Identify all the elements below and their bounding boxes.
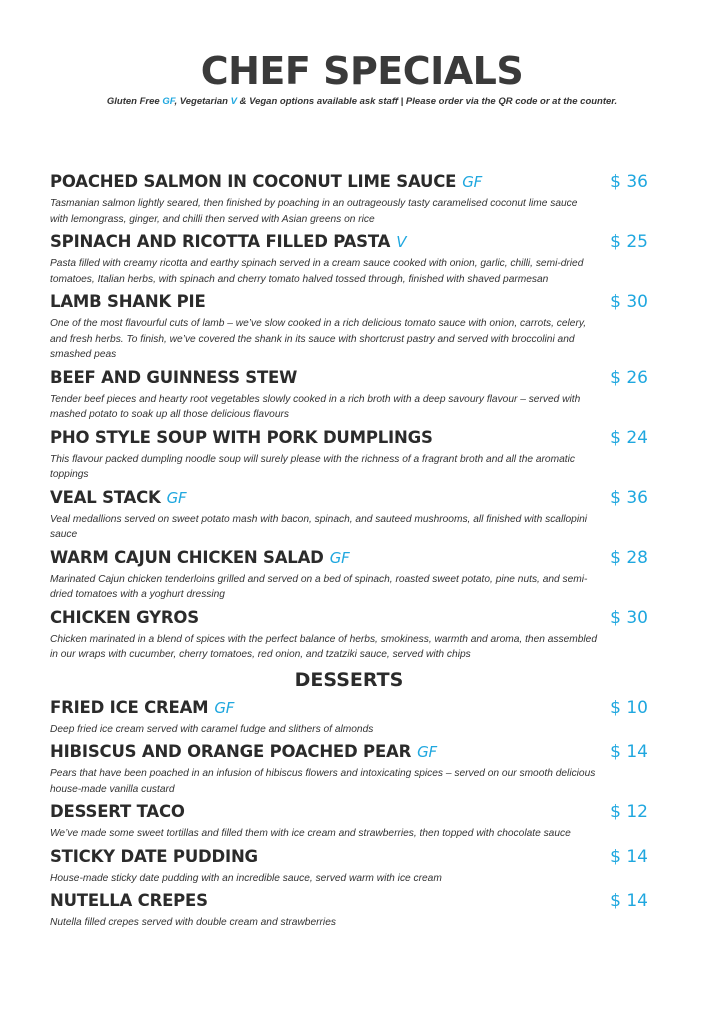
menu-item-price: $ 14 [610,846,648,867]
menu-item-title: NUTELLA CREPES [50,891,208,910]
menu-item-header [50,292,648,316]
menu-item-description: Tender beef pieces and hearty root vegetables slowly cooked in a rich broth with a deep savoury flavour – served with mashed potato to soak up all those delicious flavours [50,393,581,420]
menu-item-header [50,698,648,722]
menu-item [50,232,648,287]
menu-item-price: $ 36 [610,172,648,192]
notice-text-3: & Vegan options available ask staff | Please order via the QR code or at the counter. [236,96,618,107]
dietary-tag: GF [214,698,235,717]
menu-item-title: HIBISCUS AND ORANGE POACHED PEAR [50,742,412,761]
menu-item-price: $ 14 [610,891,648,911]
notice-text-2: , Vegetarian [174,96,231,107]
menu-item [50,548,648,603]
menu-item-price: $ 10 [610,697,648,718]
menu-item [50,802,648,842]
menu-item-title: LAMB SHANK PIE [50,292,206,311]
mains-section [50,172,648,663]
menu-item-header [50,847,648,871]
dietary-tag: GF [462,173,483,191]
menu-list [50,172,648,936]
menu-item-title: STICKY DATE PUDDING [50,846,258,866]
menu-item-description: Deep fried ice cream served with caramel fudge and slithers of almonds [50,723,374,735]
menu-item-description: Marinated Cajun chicken tenderloins grilled and served on a bed of spinach, roasted sweet potato, pine nuts, and semi-dried tomatoes with a yoghurt dressing [50,573,588,600]
menu-item-name [50,368,297,387]
menu-item-name [50,802,185,821]
menu-item-header [50,802,648,826]
menu-item [50,847,648,887]
menu-item [50,368,648,423]
menu-item-header [50,172,648,196]
menu-item-description: One of the most flavourful cuts of lamb – we’ve slow cooked in a rich delicious tomato sauce with onion, carrots, celery, and fresh herbs. To finish, we’ve covered the shank in its sauce with shortcrust pastry and served with broccolini and smashed peas [50,318,587,360]
v-key: V [230,96,237,107]
menu-item-header [50,891,648,915]
menu-item-name [50,742,437,761]
menu-item-name [50,428,433,447]
menu-item-price: $ 28 [610,547,648,568]
menu-item-description: This flavour packed dumpling noodle soup will surely please with the richness of a fragrant broth and all the aromatic toppings [50,453,575,480]
menu-item [50,488,648,543]
notice-text-1: Gluten Free [106,96,163,107]
menu-item-title: DESSERT TACO [50,802,185,821]
menu-item-name [50,608,199,627]
menu-item-title: VEAL STACK [50,487,161,507]
menu-item-description: Nutella filled crepes served with double cream and strawberries [50,917,336,928]
menu-item-description: Tasmanian salmon lightly seared, then finished by poaching in an outrageously tasty caramelised coconut lime sauce with lemongrass, ginger, and chilli then served with Asian greens on rice [50,198,578,225]
menu-item [50,698,648,738]
gf-key: GF [162,96,175,107]
menu-item-description: Pears that have been poached in an infusion of hibiscus flowers and intoxicating spices – served on our smooth delicious house-made vanilla custard [50,768,596,795]
menu-item-price: $ 14 [610,742,648,762]
menu-item-title: WARM CAJUN CHICKEN SALAD [50,547,324,567]
menu-item [50,292,648,363]
menu-item-name [50,548,350,567]
menu-item [50,608,648,663]
menu-item-description: Veal medallions served on sweet potato mash with bacon, spinach, and sauteed mushrooms, all finished with scallopini sauce [50,513,588,540]
menu-item-header [50,742,648,766]
menu-item-title: PHO STYLE SOUP WITH PORK DUMPLINGS [50,427,433,447]
menu-item-name [50,232,406,251]
menu-item-price: $ 12 [610,802,648,822]
menu-item-name [50,292,206,311]
menu-item-name [50,172,482,191]
desserts-heading: DESSERTS [294,668,404,691]
desserts-section [50,698,648,931]
dietary-tag: GF [166,488,187,507]
menu-item-name [50,698,234,717]
menu-item-title: FRIED ICE CREAM [50,697,209,717]
menu-item [50,891,648,931]
dietary-tag: GF [329,548,350,567]
menu-item-price: $ 26 [610,367,648,388]
menu-item-header [50,428,648,452]
menu-item [50,742,648,797]
menu-item-description: We’ve made some sweet tortillas and filled them with ice cream and strawberries, then topped with chocolate sauce [50,828,571,839]
dietary-notice [0,96,724,107]
dietary-tag: GF [417,743,437,761]
menu-item [50,172,648,227]
menu-item-header [50,608,648,632]
menu-item-description: House-made sticky date pudding with an incredible sauce, served warm with ice cream [50,872,442,884]
page-title: CHEF SPECIALS [200,49,524,93]
menu-item-header [50,232,648,256]
menu-item-title: CHICKEN GYROS [50,607,199,627]
menu-item-title: POACHED SALMON IN COCONUT LIME SAUCE [50,172,457,191]
menu-item [50,428,648,483]
dietary-tag: V [396,233,407,251]
menu-item-name [50,891,208,910]
menu-item-header [50,368,648,392]
menu-item-title: SPINACH AND RICOTTA FILLED PASTA [50,232,391,251]
menu-item-description: Pasta filled with creamy ricotta and earthy spinach served in a cream sauce cooked with onion, garlic, chilli, semi-dried tomatoes, Italian herbs, with spinach and cherry tomato halved tossed through, finished with shaved parmesan [50,258,584,285]
menu-item-price: $ 30 [610,292,648,312]
menu-item-price: $ 36 [610,487,648,508]
menu-item-price: $ 30 [610,607,648,628]
menu-item-name [50,847,258,866]
menu-item-price: $ 25 [610,232,648,252]
menu-item-description: Chicken marinated in a blend of spices with the perfect balance of herbs, smokiness, warmth and aroma, then assembled in our wraps with cucumber, cherry tomatoes, red onion, and tzatziki sauce, served with chips [50,633,598,660]
menu-item-header [50,488,648,512]
menu-item-header [50,548,648,572]
menu-item-price: $ 24 [610,427,648,448]
menu-item-title: BEEF AND GUINNESS STEW [50,367,298,387]
menu-item-name [50,488,186,507]
